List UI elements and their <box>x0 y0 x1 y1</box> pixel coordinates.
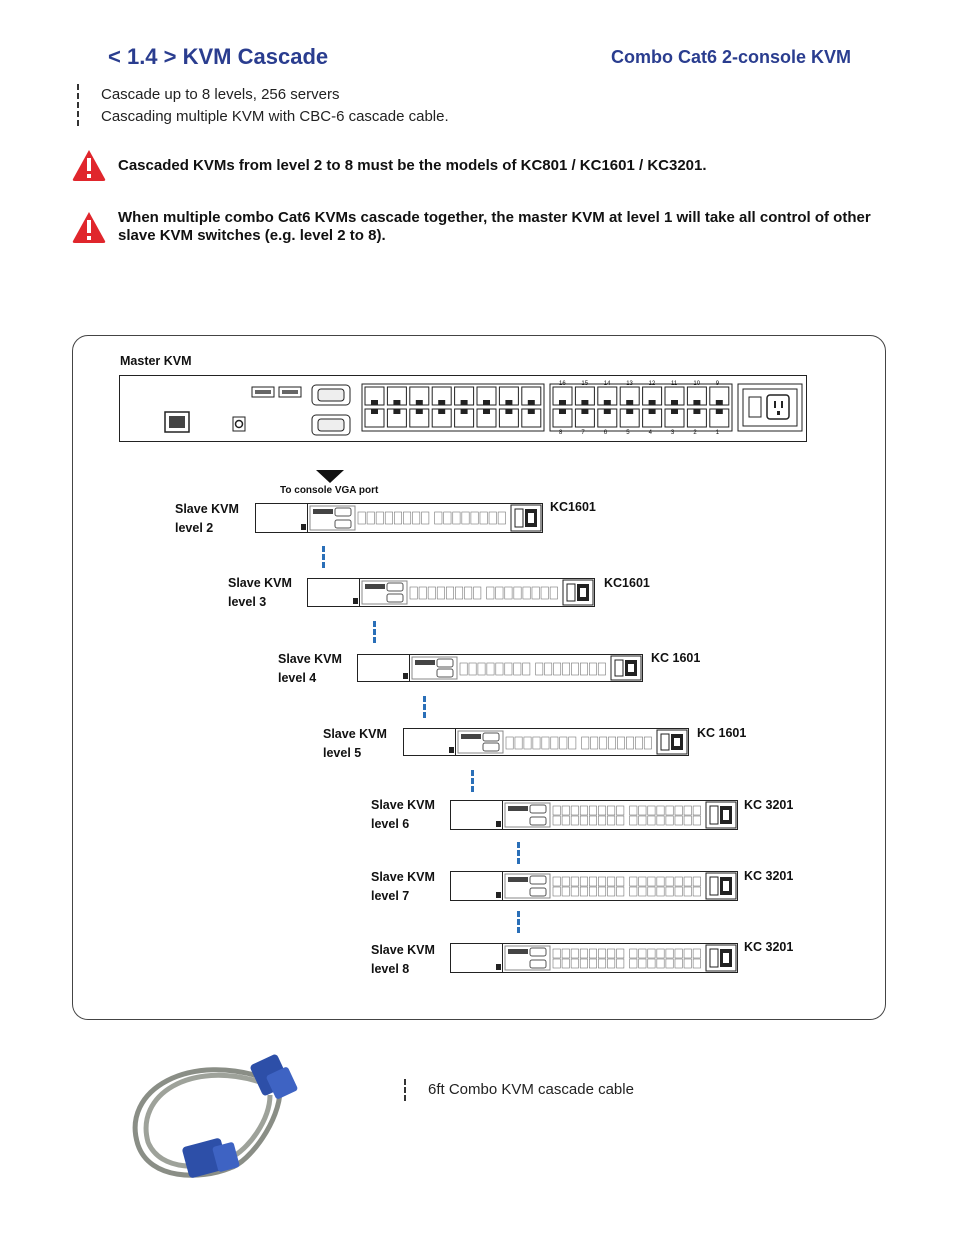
rj45-port <box>693 949 700 958</box>
rj45-port <box>639 877 646 886</box>
cascade-connector-line <box>373 621 376 643</box>
rj45-port <box>639 949 646 958</box>
product-name: Combo Cat6 2-console KVM <box>611 47 852 67</box>
rj45-port <box>367 512 374 524</box>
cascade-connector-line <box>423 696 426 718</box>
rj45-port <box>648 949 655 958</box>
cascade-cable-image <box>130 1050 310 1190</box>
rj45-latch <box>626 409 633 414</box>
rj45-port <box>498 512 505 524</box>
rj45-port <box>635 737 642 749</box>
rj45-port <box>462 512 469 524</box>
rj45-port <box>532 587 539 599</box>
rj45-port <box>600 737 607 749</box>
rj45-port <box>657 959 664 968</box>
intro-line-2: Cascading multiple KVM with CBC-6 cascade cable. <box>101 108 449 125</box>
warning-text-1: Cascaded KVMs from level 2 to 8 must be the models of KC801 / KC1601 / KC3201. <box>118 157 707 174</box>
slave-kvm-device <box>450 871 738 901</box>
rj45-port <box>589 887 596 896</box>
rj45-port <box>460 663 467 675</box>
rj45-port <box>630 959 637 968</box>
rj45-port <box>589 877 596 886</box>
rj45-latch <box>604 400 611 405</box>
slave-kvm-device <box>450 800 738 830</box>
rj45-port <box>684 887 691 896</box>
slave-kvm-label: Slave KVM <box>371 798 435 812</box>
rj45-port <box>617 816 624 825</box>
warning-icon <box>71 148 107 182</box>
rj45-port <box>666 887 673 896</box>
rj45-latch <box>559 400 566 405</box>
cascade-connector-line <box>517 842 520 864</box>
rj45-port <box>542 737 549 749</box>
slave-level-label: level 4 <box>278 671 317 685</box>
slave-kvm-label: Slave KVM <box>278 652 342 666</box>
slave-kvm-label: Slave KVM <box>371 870 435 884</box>
rj45-port <box>598 959 605 968</box>
slave-level-label: level 3 <box>228 595 267 609</box>
slave-model-label: KC 3201 <box>744 869 794 883</box>
rj45-port <box>666 877 673 886</box>
rj45-port <box>514 663 521 675</box>
slave-kvm-device <box>403 728 689 756</box>
rj45-port <box>608 737 615 749</box>
rj45-port <box>598 949 605 958</box>
rj45-latch <box>528 409 535 414</box>
rj45-port <box>524 737 531 749</box>
port-number: 16 <box>559 381 566 387</box>
rj45-port <box>630 806 637 815</box>
console-note: To console VGA port <box>280 485 379 496</box>
rj45-port <box>580 959 587 968</box>
rj45-port <box>607 806 614 815</box>
rj45-port <box>639 816 646 825</box>
rj45-port <box>684 877 691 886</box>
rj45-port <box>630 816 637 825</box>
slave-model-label: KC 3201 <box>744 798 794 812</box>
rj45-port <box>523 663 530 675</box>
slave-level-label: level 7 <box>371 889 410 903</box>
port-number: 6 <box>603 430 608 436</box>
slave-kvm-device <box>307 578 595 607</box>
rj45-port <box>598 877 605 886</box>
rj45-port <box>455 587 462 599</box>
rj45-port <box>571 959 578 968</box>
rj45-port <box>684 806 691 815</box>
rj45-port <box>471 512 478 524</box>
rj45-port <box>422 512 429 524</box>
rj45-port <box>598 663 605 675</box>
rj45-port <box>657 877 664 886</box>
rj45-port <box>553 949 560 958</box>
rj45-latch <box>693 409 700 414</box>
rj45-port <box>474 587 481 599</box>
rj45-port <box>598 887 605 896</box>
rj45-latch <box>649 400 656 405</box>
port-number: 1 <box>715 430 720 436</box>
rj45-port <box>607 816 614 825</box>
slave-kvm-label: Slave KVM <box>175 502 239 516</box>
slave-model-label: KC1601 <box>550 500 596 514</box>
rj45-port <box>489 512 496 524</box>
slave-level-label: level 6 <box>371 817 410 831</box>
rj45-port <box>553 959 560 968</box>
rj45-latch <box>438 409 445 414</box>
rj45-port <box>617 806 624 815</box>
rj45-port <box>562 949 569 958</box>
port-number: 3 <box>671 430 675 436</box>
rj45-port <box>617 877 624 886</box>
rj45-port <box>630 877 637 886</box>
rj45-port <box>505 663 512 675</box>
rj45-latch <box>505 409 512 414</box>
rj45-latch <box>438 400 445 405</box>
port-number: 13 <box>626 381 633 387</box>
rj45-latch <box>416 409 423 414</box>
rj45-port <box>487 587 494 599</box>
intro-line-1: Cascade up to 8 levels, 256 servers <box>101 86 340 103</box>
port-number: 12 <box>648 381 656 387</box>
rj45-port <box>675 806 682 815</box>
rj45-latch <box>671 409 678 414</box>
rj45-port <box>617 737 624 749</box>
rj45-port <box>675 949 682 958</box>
rj45-latch <box>461 409 468 414</box>
rj45-latch <box>649 409 656 414</box>
port-numbers-top <box>551 381 733 389</box>
port-number: 11 <box>671 381 678 387</box>
rj45-port <box>648 887 655 896</box>
rj45-port <box>617 959 624 968</box>
rj45-port <box>657 949 664 958</box>
rj45-port <box>657 816 664 825</box>
rj45-port <box>506 737 513 749</box>
intro-marker <box>77 84 79 126</box>
rj45-port <box>617 887 624 896</box>
rj45-port <box>630 949 637 958</box>
master-kvm-label: Master KVM <box>120 354 192 368</box>
rj45-port <box>478 663 485 675</box>
rj45-port <box>580 887 587 896</box>
rj45-latch <box>581 400 588 405</box>
rj45-latch <box>416 400 423 405</box>
rj45-port <box>571 887 578 896</box>
slave-level-label: level 2 <box>175 521 214 535</box>
rj45-port <box>666 816 673 825</box>
rj45-port <box>589 663 596 675</box>
rj45-port <box>693 806 700 815</box>
rj45-port <box>630 887 637 896</box>
rj45-latch <box>393 409 400 414</box>
rj45-port <box>675 877 682 886</box>
cable-caption: 6ft Combo KVM cascade cable <box>428 1081 634 1098</box>
rj45-port <box>607 877 614 886</box>
rj45-port <box>571 806 578 815</box>
rj45-port <box>571 949 578 958</box>
rj45-port <box>469 663 476 675</box>
rj45-port <box>571 663 578 675</box>
slave-model-label: KC 3201 <box>744 940 794 954</box>
rj45-port <box>435 512 442 524</box>
rj45-port <box>553 887 560 896</box>
rj45-port <box>589 949 596 958</box>
arrow-down-icon <box>316 470 344 484</box>
rj45-port <box>410 587 417 599</box>
port-number: 5 <box>626 430 630 436</box>
rj45-port <box>693 887 700 896</box>
port-number: 9 <box>715 381 720 387</box>
rj45-port <box>648 806 655 815</box>
rj45-port <box>553 806 560 815</box>
rj45-port <box>505 587 512 599</box>
rj45-port <box>562 887 569 896</box>
rj45-port <box>487 663 494 675</box>
rj45-port <box>589 959 596 968</box>
slave-model-label: KC1601 <box>604 576 650 590</box>
rj45-port <box>617 949 624 958</box>
slave-level-label: level 8 <box>371 962 410 976</box>
rj45-port <box>675 887 682 896</box>
rj45-port <box>551 737 558 749</box>
slave-kvm-label: Slave KVM <box>323 727 387 741</box>
rj45-port <box>385 512 392 524</box>
rj45-port <box>644 737 651 749</box>
rj45-port <box>480 512 487 524</box>
rj45-port <box>639 959 646 968</box>
rj45-port <box>648 877 655 886</box>
rj45-port <box>648 959 655 968</box>
rj45-port <box>514 587 521 599</box>
rj45-port <box>515 737 522 749</box>
caption-marker <box>404 1079 406 1101</box>
rj45-port <box>626 737 633 749</box>
rj45-port <box>562 877 569 886</box>
rj45-port <box>541 587 548 599</box>
rj45-port <box>693 877 700 886</box>
rj45-port <box>657 887 664 896</box>
slave-kvm-device <box>255 503 543 533</box>
slave-kvm-label: Slave KVM <box>228 576 292 590</box>
rj45-port <box>607 959 614 968</box>
rj45-port <box>562 806 569 815</box>
slave-kvm-device <box>450 943 738 973</box>
rj45-latch <box>483 409 490 414</box>
rj45-port <box>403 512 410 524</box>
rj45-port <box>545 663 552 675</box>
rj45-port <box>358 512 365 524</box>
port-number: 8 <box>559 430 563 436</box>
rj45-port <box>428 587 435 599</box>
rj45-port <box>684 816 691 825</box>
rj45-port <box>657 806 664 815</box>
rj45-port <box>580 877 587 886</box>
rj45-port <box>446 587 453 599</box>
port-numbers-bottom <box>551 430 733 438</box>
rj45-port <box>639 806 646 815</box>
port-number: 2 <box>693 430 697 436</box>
rj45-port <box>684 949 691 958</box>
rj45-port <box>553 877 560 886</box>
rj45-port <box>589 806 596 815</box>
rj45-latch <box>716 409 723 414</box>
slave-model-label: KC 1601 <box>651 651 701 665</box>
rj45-port <box>496 587 503 599</box>
warning-icon <box>71 210 107 244</box>
port-number: 4 <box>648 430 652 436</box>
rj45-latch <box>505 400 512 405</box>
rj45-latch <box>581 409 588 414</box>
rj45-port <box>666 949 673 958</box>
rj45-port <box>675 959 682 968</box>
port-number: 15 <box>581 381 589 387</box>
rj45-port <box>550 587 557 599</box>
slave-level-label: level 5 <box>323 746 362 760</box>
rj45-port <box>562 663 569 675</box>
rj45-port <box>675 816 682 825</box>
rj45-port <box>453 512 460 524</box>
rj45-port <box>419 587 426 599</box>
port-number: 14 <box>603 381 611 387</box>
slave-kvm-label: Slave KVM <box>371 943 435 957</box>
rj45-port <box>666 806 673 815</box>
rj45-port <box>523 587 530 599</box>
rj45-port <box>580 816 587 825</box>
rj45-port <box>562 959 569 968</box>
slave-model-label: KC 1601 <box>697 726 747 740</box>
rj45-port <box>536 663 543 675</box>
rj45-port <box>554 663 561 675</box>
rj45-latch <box>393 400 400 405</box>
rj45-port <box>571 816 578 825</box>
rj45-latch <box>559 409 566 414</box>
rj45-port <box>394 512 401 524</box>
rj45-latch <box>604 409 611 414</box>
rj45-port <box>580 949 587 958</box>
rj45-port <box>562 816 569 825</box>
page-title: < 1.4 > KVM Cascade <box>108 44 329 69</box>
cascade-connector-line <box>517 911 520 933</box>
rj45-port <box>693 959 700 968</box>
rj45-port <box>437 587 444 599</box>
rj45-port <box>496 663 503 675</box>
rj45-port <box>666 959 673 968</box>
rj45-latch <box>483 400 490 405</box>
slave-kvm-device <box>357 654 643 682</box>
rj45-latch <box>626 400 633 405</box>
rj45-port <box>560 737 567 749</box>
rj45-port <box>639 887 646 896</box>
rj45-port <box>598 806 605 815</box>
cascade-connector-line <box>471 770 474 792</box>
rj45-port <box>412 512 419 524</box>
rj45-port <box>607 887 614 896</box>
cascade-connector-line <box>322 546 325 568</box>
rj45-port <box>598 816 605 825</box>
rj45-latch <box>371 400 378 405</box>
rj45-port <box>589 816 596 825</box>
rj45-port <box>607 949 614 958</box>
warning-text-2: When multiple combo Cat6 KVMs cascade together, the master KVM at level 1 will take all control of other slave KVM switches (e.g. level 2 to 8). <box>118 209 871 244</box>
rj45-port <box>553 816 560 825</box>
rj45-port <box>648 816 655 825</box>
rj45-latch <box>716 400 723 405</box>
rj45-port <box>582 737 589 749</box>
rj45-port <box>684 959 691 968</box>
rj45-latch <box>528 400 535 405</box>
rj45-port <box>444 512 451 524</box>
rj45-port <box>571 877 578 886</box>
rj45-port <box>569 737 576 749</box>
rj45-port <box>376 512 383 524</box>
rj45-latch <box>693 400 700 405</box>
rj45-latch <box>371 409 378 414</box>
port-number: 7 <box>581 430 585 436</box>
port-number: 10 <box>693 381 701 387</box>
rj45-latch <box>461 400 468 405</box>
rj45-port <box>580 663 587 675</box>
rj45-port <box>591 737 598 749</box>
rj45-port <box>580 806 587 815</box>
rj45-latch <box>671 400 678 405</box>
rj45-port <box>464 587 471 599</box>
rj45-port <box>693 816 700 825</box>
rj45-port <box>533 737 540 749</box>
